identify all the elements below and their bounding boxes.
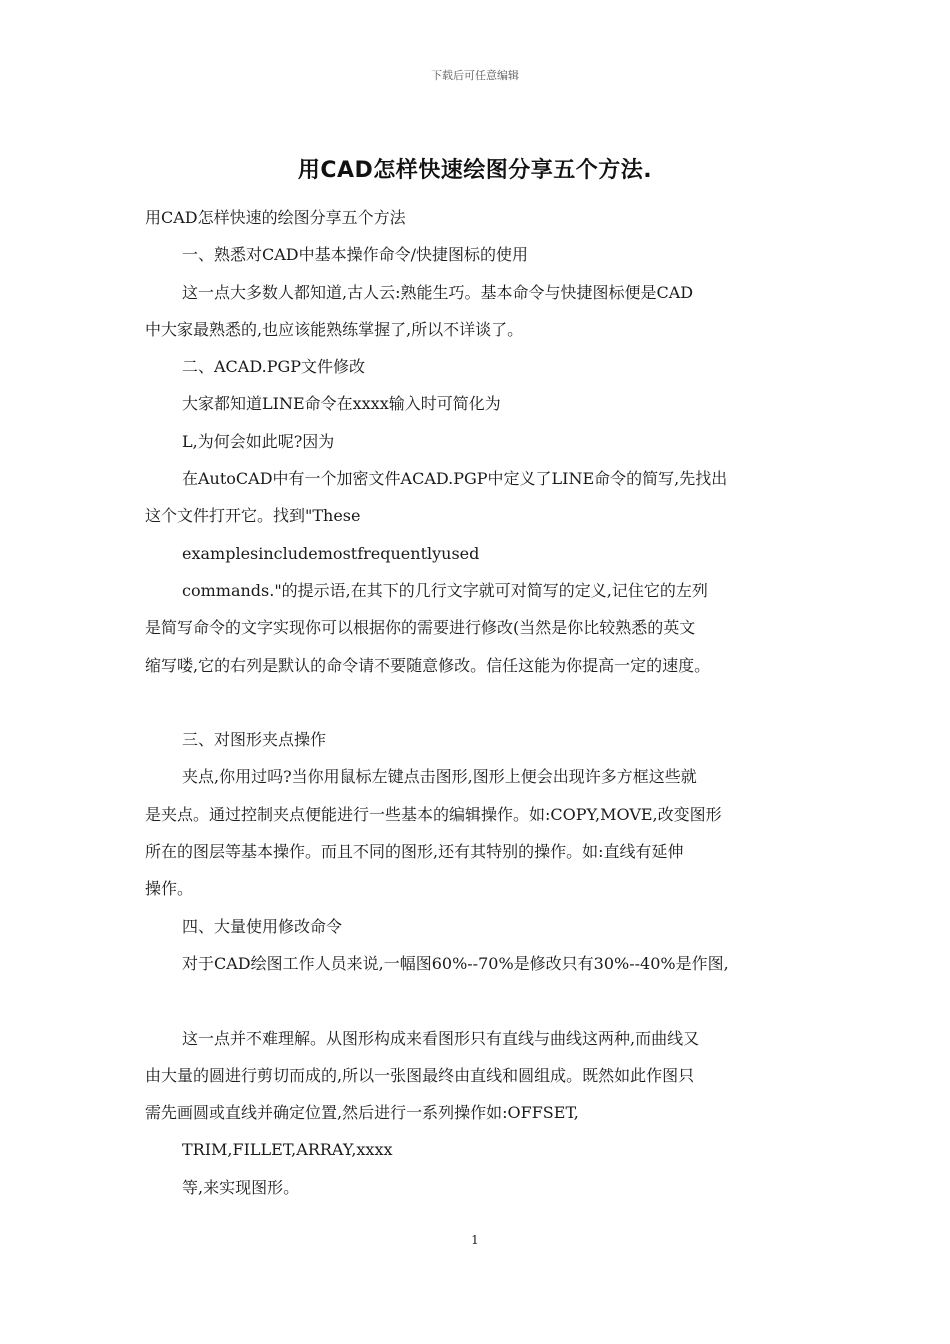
- document-title: 用CAD怎样快速绘图分享五个方法.: [297, 158, 653, 183]
- paragraph-line: 用CAD怎样快速的绘图分享五个方法: [145, 208, 406, 227]
- paragraph-line: 这个文件打开它。找到"These: [145, 506, 361, 526]
- paragraph-line: 需先画圆或直线并确定位置,然后进行一系列操作如:OFFSET,: [145, 1103, 579, 1123]
- paragraph-line: 等,来实现图形。: [182, 1177, 300, 1197]
- section-heading-2: 二、ACAD.PGP文件修改: [182, 357, 366, 377]
- paragraph-line: examplesincludemostfrequentlyused: [182, 543, 480, 563]
- blank-line: [145, 684, 815, 721]
- section-heading-1: 一、熟悉对CAD中基本操作命令/快捷图标的使用: [182, 245, 529, 265]
- section-heading-4: 四、大量使用修改命令: [182, 916, 343, 936]
- page-number: 1: [471, 1233, 479, 1247]
- paragraph-line: 大家都知道LINE命令在xxxx输入时可简化为: [182, 394, 501, 414]
- paragraph-line: commands."的提示语,在其下的几行文字就可对简写的定义,记住它的左列: [182, 580, 708, 600]
- paragraph-line: 中大家最熟悉的,也应该能熟练掌握了,所以不详谈了。: [145, 319, 524, 339]
- paragraph-line: 所在的图层等基本操作。而且不同的图形,还有其特别的操作。如:直线有延伸: [145, 842, 684, 862]
- paragraph-line: 这一点大多数人都知道,古人云:熟能生巧。基本命令与快捷图标便是CAD: [182, 282, 694, 302]
- document-body: [145, 199, 815, 1206]
- blank-line: [145, 982, 815, 1019]
- paragraph-line: 对于CAD绘图工作人员来说,一幅图60%--70%是修改只有30%--40%是作图,: [182, 953, 729, 973]
- paragraph-line: 在AutoCAD中有一个加密文件ACAD.PGP中定义了LINE命令的简写,先找出: [182, 469, 728, 489]
- page-header-note: 下载后可任意编辑: [431, 69, 519, 82]
- paragraph-line: L,为何会如此呢?因为: [182, 431, 335, 451]
- paragraph-line: 由大量的圆进行剪切而成的,所以一张图最终由直线和圆组成。既然如此作图只: [145, 1065, 695, 1085]
- paragraph-line: 操作。: [145, 879, 194, 899]
- paragraph-line: 这一点并不难理解。从图形构成来看图形只有直线与曲线这两种,而曲线又: [182, 1028, 700, 1048]
- paragraph-line: 夹点,你用过吗?当你用鼠标左键点击图形,图形上便会出现许多方框这些就: [182, 767, 697, 787]
- paragraph-line: 是夹点。通过控制夹点便能进行一些基本的编辑操作。如:COPY,MOVE,改变图形: [145, 804, 722, 824]
- paragraph-line: 缩写喽,它的右列是默认的命令请不要随意修改。信任这能为你提高一定的速度。: [145, 655, 711, 675]
- paragraph-line: TRIM,FILLET,ARRAY,xxxx: [182, 1140, 393, 1160]
- section-heading-3: 三、对图形夹点操作: [182, 730, 327, 750]
- paragraph-line: 是简写命令的文字实现你可以根据你的需要进行修改(当然是你比较熟悉的英文: [145, 618, 696, 638]
